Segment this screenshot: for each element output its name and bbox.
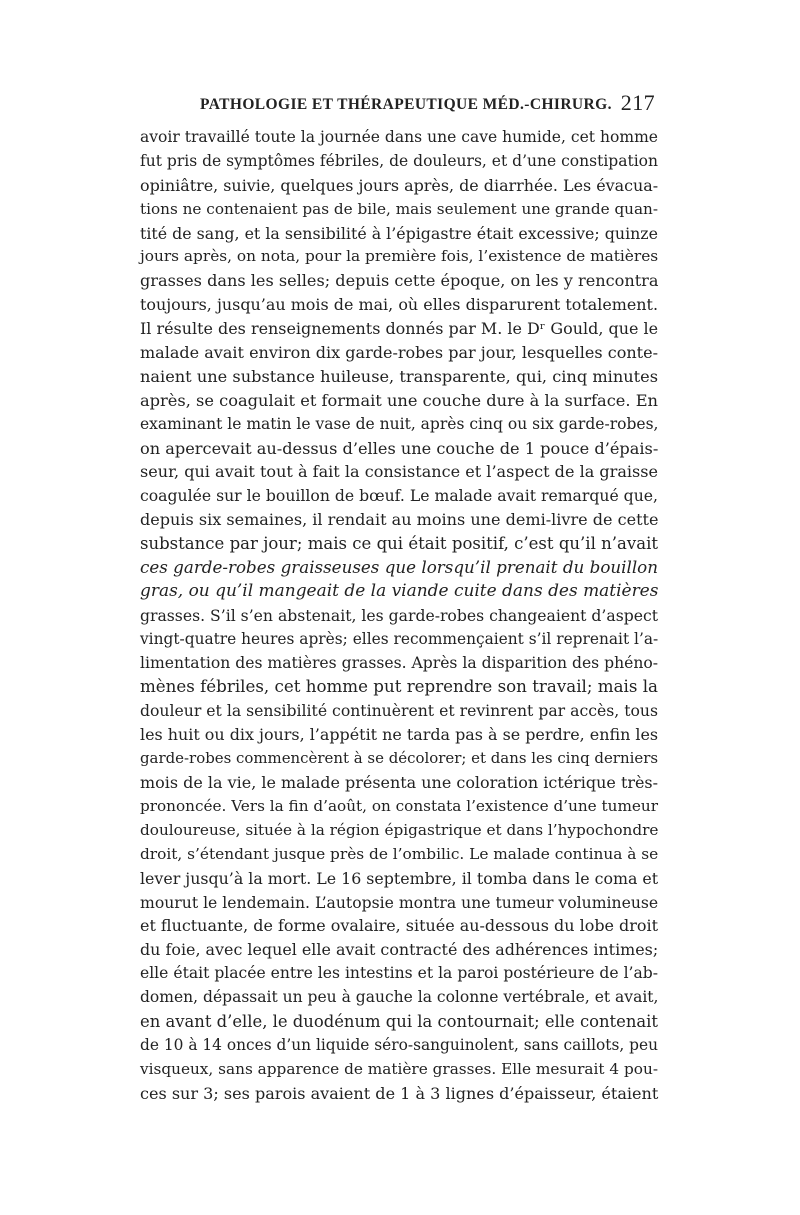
text-line: domen, dépassait un peu à gauche la colonne vertébrale, et avait, xyxy=(140,988,659,1007)
page-number: 217 xyxy=(620,90,655,115)
text-line: prononcée. Vers la fin d’août, on constata l’existence d’une tumeur xyxy=(140,796,658,815)
text-line: mourut le lendemain. L’autopsie montra une tumeur volumineuse xyxy=(140,892,659,912)
body-text xyxy=(140,126,658,1106)
text-line: elle était placée entre les intestins et la paroi postérieure de l’ab- xyxy=(140,964,658,983)
text-line: substance par jour; mais ce qui était positif, c’est qu’il n’avait xyxy=(140,534,658,554)
text-line: avoir travaillé toute la journée dans une cave humide, cet homme xyxy=(140,128,658,146)
text-line: les huit ou dix jours, l’appétit ne tarda pas à se perdre, enfin les xyxy=(140,725,659,745)
text-line: en avant d’elle, le duodénum qui la contournait; elle contenait xyxy=(140,1011,658,1031)
text-line: et fluctuante, de forme ovalaire, située au-dessous du lobe droit xyxy=(140,916,659,936)
text-line: visqueux, sans apparence de matière grasses. Elle mesurait 4 pou- xyxy=(140,1059,658,1078)
text-line: douleur et la sensibilité continuèrent et revinrent par accès, tous xyxy=(140,701,658,721)
text-line: tions ne contenaient pas de bile, mais seulement une grande quan- xyxy=(140,199,658,218)
text-line: mènes fébriles, cet homme put reprendre son travail; mais la xyxy=(140,677,658,697)
text-line: opiniâtre, suivie, quelques jours après, de diarrhée. Les évacua- xyxy=(140,175,659,195)
text-line: de 10 à 14 onces d’un liquide séro-sanguinolent, sans caillots, peu xyxy=(140,1035,658,1054)
text-line: toujours, jusqu’au mois de mai, où elles disparurent totalement. xyxy=(140,295,658,315)
text-line: grasses. S’il s’en abstenait, les garde-robes changeaient d’aspect xyxy=(140,605,658,625)
text-line: du foie, avec lequel elle avait contracté des adhérences intimes; xyxy=(140,940,659,960)
text-line: mois de la vie, le malade présenta une coloration ictérique très- xyxy=(140,773,658,793)
text-line: malade avait environ dix garde-robes par jour, lesquelles conte- xyxy=(140,343,658,363)
text-line: coagulée sur le bouillon de bœuf. Le malade avait remarqué que, xyxy=(140,486,658,506)
running-head xyxy=(200,90,655,115)
text-line: seur, qui avait tout à fait la consistance et l’aspect de la graisse xyxy=(140,462,658,482)
text-line: ces garde-robes graisseuses que lorsqu’il prenait du bouillon xyxy=(140,557,658,578)
text-line: jours après, on nota, pour la première fois, l’existence de matières xyxy=(140,247,659,266)
text-line: Il résulte des renseignements donnés par M. le Dʳ Gould, que le xyxy=(140,319,659,339)
text-line: limentation des matières grasses. Après la disparition des phéno- xyxy=(140,653,659,672)
text-line: fut pris de symptômes fébriles, de douleurs, et d’une constipation xyxy=(140,151,659,170)
text-line: tité de sang, et la sensibilité à l’épigastre était excessive; quinze xyxy=(140,223,658,243)
text-line: naient une substance huileuse, transparente, qui, cinq minutes xyxy=(140,366,658,386)
text-line: ces sur 3; ses parois avaient de 1 à 3 lignes d’épaisseur, étaient xyxy=(140,1083,659,1103)
text-line: gras, ou qu’il mangeait de la viande cuite dans des matières xyxy=(140,580,659,601)
text-line: lever jusqu’à la mort. Le 16 septembre, il tomba dans le coma et xyxy=(140,868,659,888)
text-line: droit, s’étendant jusque près de l’ombilic. Le malade continua à se xyxy=(140,844,659,863)
text-line: garde-robes commencèrent à se décolorer; et dans les cinq derniers xyxy=(140,749,658,768)
running-head-title: PATHOLOGIE ET THÉRAPEUTIQUE MÉD.-CHIRURG. xyxy=(200,96,612,113)
text-line: grasses dans les selles; depuis cette époque, on les y rencontra xyxy=(140,271,659,291)
text-line: après, se coagulait et formait une couche dure à la surface. En xyxy=(140,390,658,410)
text-line: vingt-quatre heures après; elles recommençaient s’il reprenait l’a- xyxy=(140,629,659,648)
text-line: examinant le matin le vase de nuit, après cinq ou six garde-robes, xyxy=(140,414,659,433)
text-line: on apercevait au-dessus d’elles une couche de 1 pouce d’épais- xyxy=(140,438,659,458)
text-line: depuis six semaines, il rendait au moins une demi-livre de cette xyxy=(140,510,659,530)
text-line: douloureuse, située à la région épigastrique et dans l’hypochondre xyxy=(140,820,659,839)
